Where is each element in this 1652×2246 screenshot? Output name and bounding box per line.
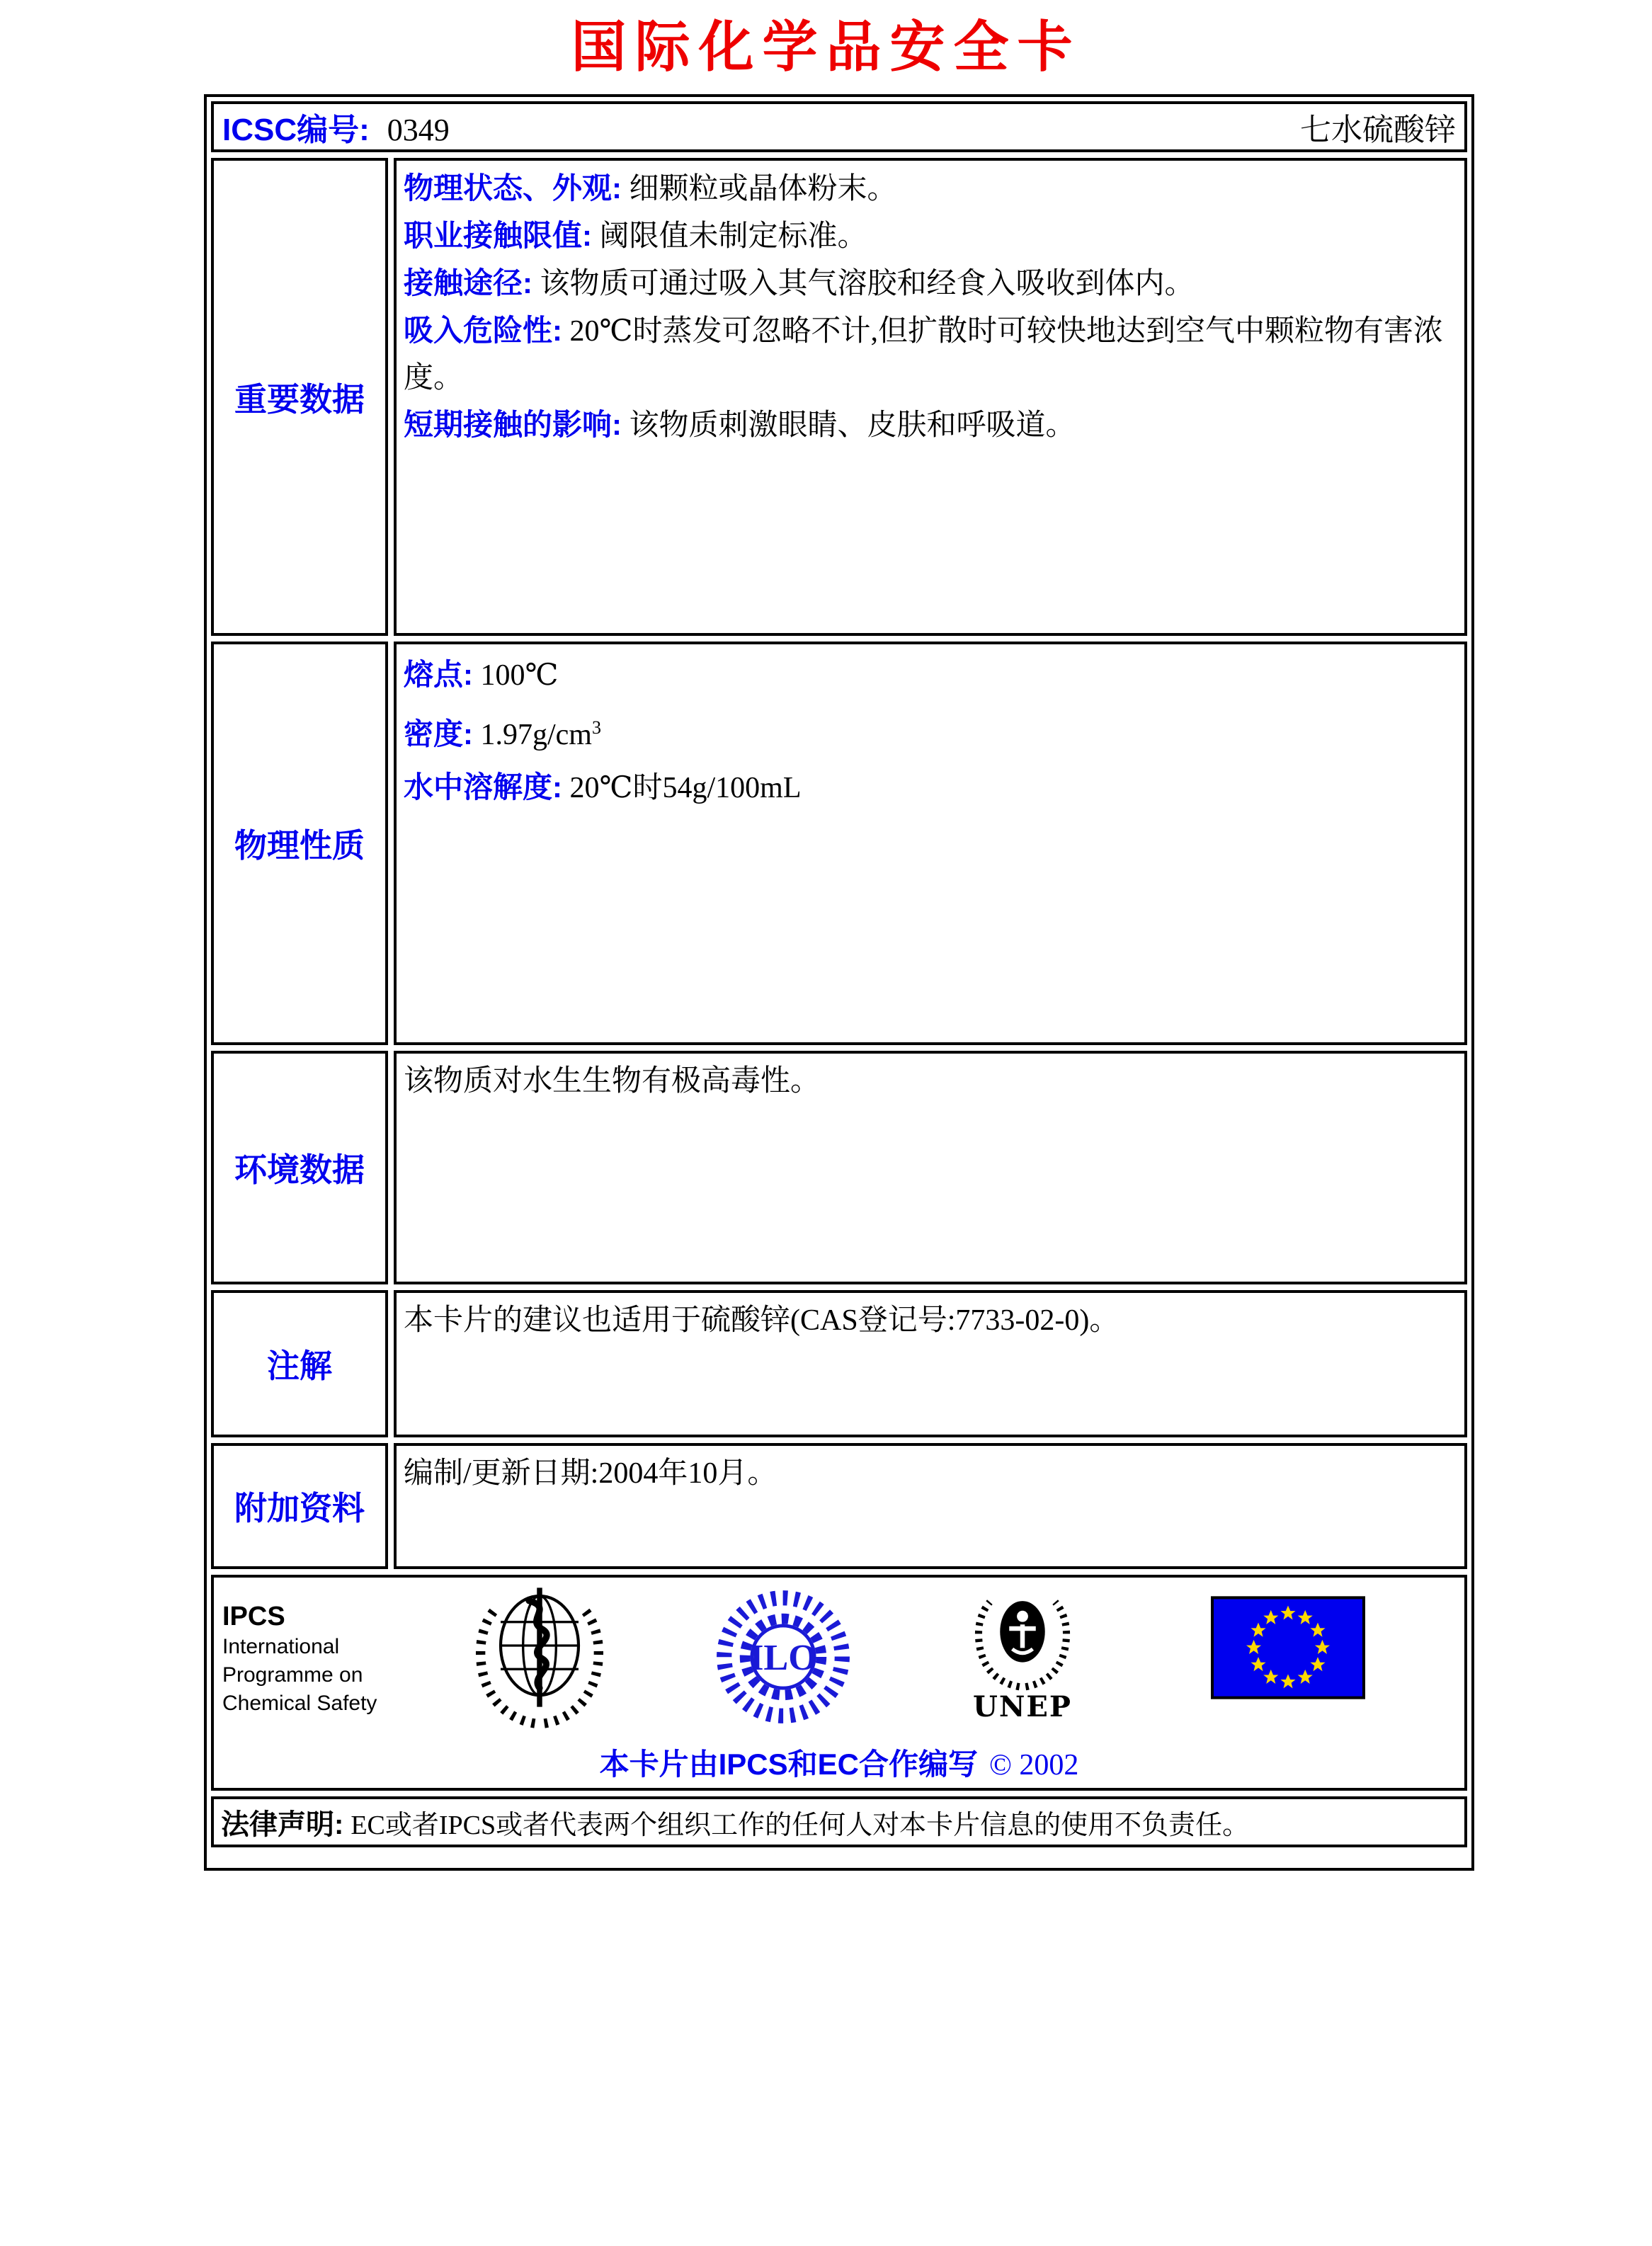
ilo-label: ILO [749, 1636, 817, 1678]
data-row: 本卡片的建议也适用于硫酸锌(CAS登记号:7733-02-0)。 [404, 1304, 1120, 1337]
data-row: 接触途径: 该物质可通过吸入其气溶胶和经食入吸收到体内。 [404, 266, 1195, 300]
section-label-environmental-data: 环境数据 [211, 1051, 388, 1284]
unep-logo-icon [966, 1585, 1079, 1691]
legal-cell [211, 1796, 1467, 1847]
header-cell [211, 101, 1467, 152]
caption-text: 本卡片由IPCS和EC合作编写 [599, 1748, 978, 1781]
section-notes [211, 1290, 1467, 1437]
legal-label: 法律声明: [221, 1808, 344, 1840]
legal-text: EC或者IPCS或者代表两个组织工作的任何人对本卡片信息的使用不负责任。 [351, 1810, 1250, 1840]
ilo-logo-icon [714, 1587, 853, 1726]
icsc-number-group [222, 104, 450, 149]
unep-logo-block [959, 1585, 1086, 1723]
icsc-number-label: ICSC编号: [222, 113, 370, 147]
section-important-data [211, 158, 1467, 636]
data-row: 密度: $1.97g/cm^3$ [404, 717, 601, 751]
data-row: 物理状态、外观: 细颗粒或晶体粉末。 [404, 171, 897, 205]
data-row: 水中溶解度: 20℃时54g/100mL [404, 770, 802, 804]
ipcs-text-block: IPCS International Programme on Chemical Safety [222, 1602, 377, 1715]
ipcs-title: IPCS [222, 1602, 285, 1631]
header-row [211, 101, 1467, 152]
eu-flag-icon [1211, 1596, 1365, 1699]
caption-copyright: © 2002 [989, 1749, 1079, 1782]
section-label-notes: 注解 [211, 1290, 388, 1437]
section-content-environmental-data [394, 1051, 1467, 1284]
page-title: 国际化学品安全卡 [571, 15, 1081, 79]
superscript: 3 [591, 717, 601, 738]
section-physical-properties [211, 642, 1467, 1045]
legal-row [211, 1796, 1467, 1847]
section-content-important-data [394, 158, 1467, 636]
cooperation-caption [214, 1741, 1464, 1784]
who-logo-icon [469, 1582, 610, 1734]
section-label-additional-info: 附加资料 [211, 1443, 388, 1569]
logos-cell [211, 1575, 1467, 1791]
icsc-table [204, 94, 1474, 1871]
data-row: 熔点: 100℃ [404, 658, 559, 692]
data-row: 职业接触限值: 阈限值未制定标准。 [404, 219, 867, 253]
section-label-physical-properties: 物理性质 [211, 642, 388, 1045]
icsc-number-value: 0349 [387, 113, 450, 147]
data-row: 吸入危险性: 20℃时蒸发可忽略不计,但扩散时可较快地达到空气中颗粒物有害浓度。 [404, 314, 1443, 394]
section-content-notes [394, 1290, 1467, 1437]
data-row: 该物质对水生生物有极高毒性。 [404, 1065, 821, 1098]
data-row: 短期接触的影响: 该物质刺激眼睛、皮肤和呼吸道。 [404, 408, 1076, 442]
substance-name: 七水硫酸锌 [1300, 113, 1456, 147]
section-content-additional-info [394, 1443, 1467, 1569]
unep-label: UNEP [972, 1690, 1072, 1723]
section-label-important-data: 重要数据 [211, 158, 388, 636]
section-environmental-data [211, 1051, 1467, 1284]
logos-row [211, 1575, 1467, 1791]
data-row: 编制/更新日期:2004年10月。 [404, 1457, 777, 1490]
section-content-physical-properties [394, 642, 1467, 1045]
section-additional-info [211, 1443, 1467, 1569]
